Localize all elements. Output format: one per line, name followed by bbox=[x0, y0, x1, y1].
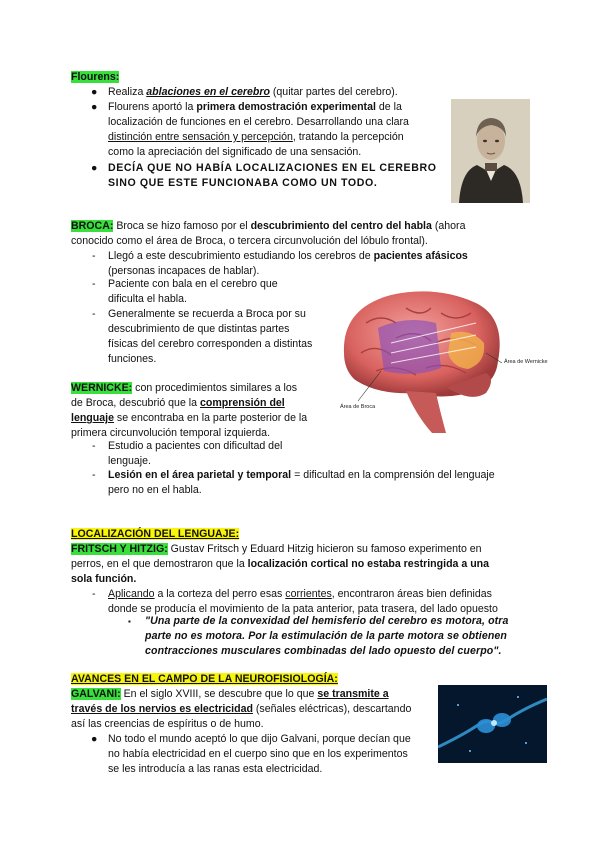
galvani-paragraph: GALVANI: En el siglo XVIII, se descubre que lo que se transmite a través de los nervios es electricidad (señales eléctricas), descartando así las creencias de espíritus o de humo. bbox=[71, 688, 412, 730]
flourens-bullet-1: Realiza ablaciones en el cerebro (quitar partes del cerebro). bbox=[108, 86, 398, 98]
broca-paragraph: BROCA: Broca se hizo famoso por el descubrimiento del centro del habla (ahora conocido como el área de Broca, o tercera circunvolución del lóbulo frontal). bbox=[71, 220, 466, 247]
broca-area-label: Área de Broca bbox=[340, 404, 376, 410]
broca-item-3: Generalmente se recuerda a Broca por su descubrimiento de que distintas partes físicas del cerebro corresponden a distintas funciones. bbox=[108, 308, 313, 365]
bullet-dot: ● bbox=[91, 86, 98, 98]
avances-title: AVANCES EN EL CAMPO DE LA NEUROFISIOLOGÍA: bbox=[71, 673, 338, 685]
wernicke-item-2: Lesión en el área parietal y temporal = dificultad en la comprensión del lenguaje pero no en el habla. bbox=[108, 469, 495, 496]
galvani-bullet-1: No todo el mundo aceptó lo que dijo Galvani, porque decían que no había electricidad en el cuerpo sino que en los experimentos se les introducía a las ranas esta electricidad. bbox=[108, 733, 411, 775]
flourens-portrait bbox=[451, 99, 530, 203]
fritsch-hitzig-paragraph: FRITSCH Y HITZIG: Gustav Fritsch y Eduard Hitzig hicieron su famoso experimento en perros, en el que demostraron que la localización cortical no estaba restringida a una sola función. bbox=[71, 543, 490, 585]
bullet-dot: ● bbox=[91, 162, 98, 174]
dash-marker: - bbox=[92, 469, 96, 481]
bullet-dot: ● bbox=[91, 733, 98, 745]
fritsch-item-1: Aplicando a la corteza del perro esas corrientes, encontraron áreas bien definidas donde se producía el movimiento de la pata anterior, pata trasera, del lado opuesto bbox=[108, 588, 498, 615]
bullet-dot: ● bbox=[91, 101, 98, 113]
wernicke-area-label: Área de Wernicke bbox=[504, 359, 548, 365]
flourens-bullet-2: Flourens aportó la primera demostración experimental de la localización de funciones en el cerebro. Desarrollando una clara distinción entre sensación y percepción, tratando la percepción como la apreciación del significado de una sensación. bbox=[108, 101, 409, 158]
synapse-image bbox=[438, 685, 547, 763]
flourens-heading: Flourens: bbox=[71, 71, 120, 83]
square-bullet: ▪ bbox=[128, 617, 131, 626]
dash-marker: - bbox=[92, 250, 96, 262]
flourens-bullet-3: DECÍA QUE NO HABÍA LOCALIZACIONES EN EL CEREBRO SINO QUE ESTE FUNCIONABA COMO UN TODO. bbox=[108, 162, 437, 189]
brain-figure bbox=[336, 283, 556, 438]
broca-item-1: Llegó a este descubrimiento estudiando los cerebros de pacientes afásicos (personas incapaces de hablar). bbox=[108, 250, 468, 277]
wernicke-item-1: Estudio a pacientes con dificultad del lenguaje. bbox=[108, 440, 283, 467]
dash-marker: - bbox=[92, 308, 96, 320]
broca-item-2: Paciente con bala en el cerebro que dificulta el habla. bbox=[108, 278, 278, 305]
dash-marker: - bbox=[92, 588, 96, 600]
dash-marker: - bbox=[92, 440, 96, 452]
fritsch-quote: "Una parte de la convexidad del hemisferio del cerebro es motora, otra parte no es motora. Por la estimulación de la parte motora se obtienen contracciones musculares combinadas del lado opuesto del cuerpo". bbox=[145, 615, 509, 657]
lenguaje-title: LOCALIZACIÓN DEL LENGUAJE: bbox=[71, 528, 240, 540]
dash-marker: - bbox=[92, 278, 96, 290]
wernicke-paragraph: WERNICKE: con procedimientos similares a los de Broca, descubrió que la comprensión del lenguaje se encontraba en la parte posterior de la primera circunvolución temporal izquierda. bbox=[71, 382, 308, 439]
